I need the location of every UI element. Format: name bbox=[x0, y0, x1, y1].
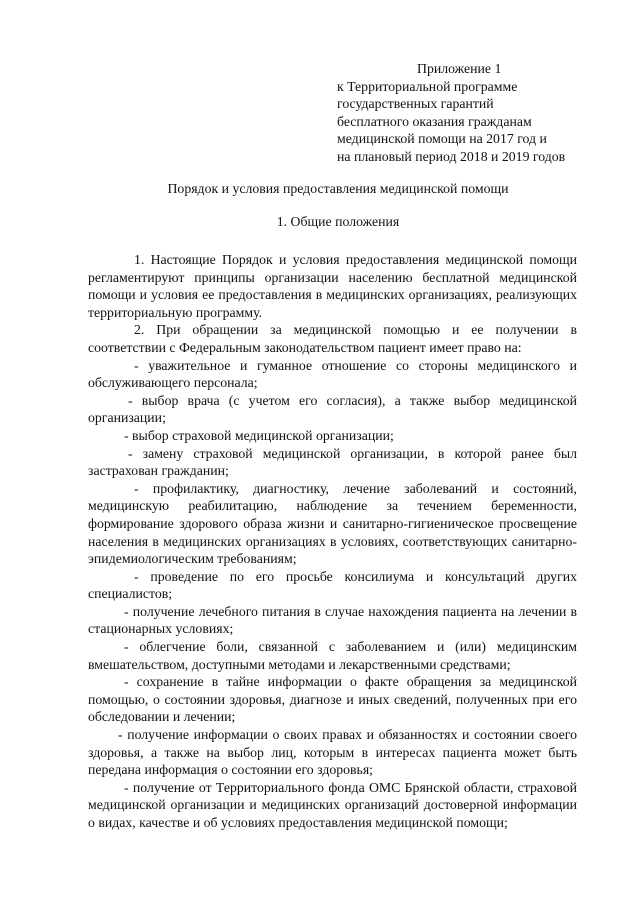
paragraph: 1. Настоящие Порядок и условия предоставления медицинской помощи регламентируют принципы организации населению бесплатной медицинской помощи и условия ее предоставления в медицинских организациях, реализующих территориальную программу. bbox=[88, 252, 577, 320]
list-item: - получение информации о своих правах и обязанностях и состоянии своего здоровья, а также на выбор лиц, которым в интересах пациента может быть передана информация о состоянии его здоровья; bbox=[88, 727, 577, 778]
list-item: - выбор страховой медицинской организации; bbox=[124, 427, 394, 443]
appendix-line: медицинской помощи на 2017 год и bbox=[337, 131, 547, 146]
paragraph: 2. При обращении за медицинской помощью и ее получении в соответствии с Федеральным законодательством пациент имеет право на: bbox=[88, 322, 577, 355]
document-body bbox=[88, 251, 577, 832]
appendix-line: Приложение 1 bbox=[417, 61, 502, 76]
list-item: - облегчение боли, связанной с заболеванием и (или) медицинским вмешательством, доступными методами и лекарственными средствами; bbox=[88, 639, 577, 672]
list-item: - получение лечебного питания в случае нахождения пациента на лечении в стационарных условиях; bbox=[88, 603, 577, 637]
list-item: - профилактику, диагностику, лечение заболеваний и состояний, медицинскую реабилитацию, наблюдение за течением беременности, формирование здорового образа жизни и санитарно-гигиеническое просвещение населения в медицинских организациях в условиях, соответствующих санитарно-эпидемиологическим требованиям; bbox=[88, 480, 577, 567]
appendix-line: государственных гарантий bbox=[337, 96, 494, 111]
list-item: - получение от Территориального фонда ОМС Брянской области, страховой медицинской организации и медицинских организаций достоверной информации о видах, качестве и об условиях предоставления медицинской помощи; bbox=[88, 779, 577, 830]
appendix-line: на плановый период 2018 и 2019 годов bbox=[337, 148, 566, 164]
list-item: - замену страховой медицинской организации, в которой ранее был застрахован гражданин; bbox=[88, 445, 577, 479]
list-item: - проведение по его просьбе консилиума и консультаций других специалистов; bbox=[88, 568, 577, 602]
appendix-line: к Территориальной программе bbox=[337, 78, 518, 94]
list-item: - уважительное и гуманное отношение со стороны медицинского и обслуживающего персонала; bbox=[88, 357, 577, 391]
list-item: - сохранение в тайне информации о факте обращения за медицинской помощью, о состоянии здоровья, диагнозе и иных сведений, полученных при его обследовании и лечении; bbox=[88, 674, 577, 725]
appendix-header bbox=[337, 60, 597, 165]
list-item: - выбор врача (с учетом его согласия), а также выбор медицинской организации; bbox=[88, 392, 577, 426]
appendix-line: бесплатного оказания гражданам bbox=[337, 113, 532, 129]
section-title: 1. Общие положения bbox=[276, 214, 400, 229]
document-title: Порядок и условия предоставления медицинской помощи bbox=[167, 181, 509, 196]
